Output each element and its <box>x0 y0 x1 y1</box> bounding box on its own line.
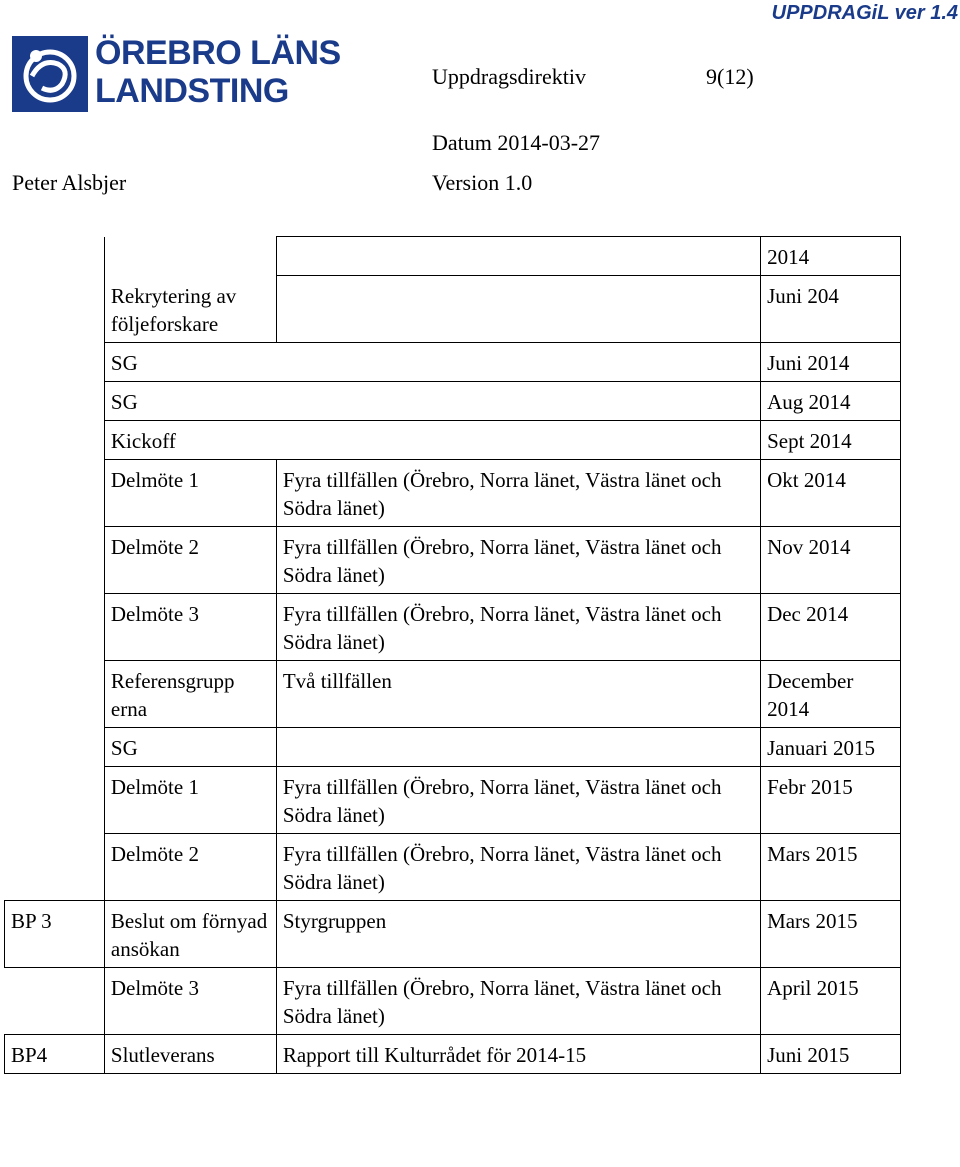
details-cell: Rapport till Kulturrådet för 2014-15 <box>276 1034 760 1073</box>
details-cell <box>276 342 760 381</box>
details-text: Fyra tillfällen (Örebro, Norra länet, Västra länet och Södra länet) <box>282 841 722 894</box>
details-cell <box>276 833 760 900</box>
bp-cell <box>5 660 105 727</box>
table-row <box>5 381 901 420</box>
when-cell: Febr 2015 <box>761 766 901 833</box>
bp-cell <box>5 276 105 343</box>
author-name: Peter Alsbjer <box>12 170 127 195</box>
bp-cell <box>5 766 105 833</box>
details-cell <box>276 237 760 276</box>
when-text: Januari 2015 <box>767 735 875 760</box>
bp-cell <box>5 459 105 526</box>
activity-cell: SG <box>104 727 276 766</box>
when-text: December 2014 <box>767 668 854 721</box>
table-row <box>5 420 901 459</box>
activity-cell: Kickoff <box>104 420 276 459</box>
bp-cell <box>5 967 105 1034</box>
table-row <box>5 727 901 766</box>
details-cell: Styrgruppen <box>276 900 760 967</box>
when-cell: Nov 2014 <box>761 526 901 593</box>
version-tag: UPPDRAGiL ver 1.4 <box>771 2 958 24</box>
details-cell <box>276 526 760 593</box>
details-cell <box>276 967 760 1034</box>
activity-cell: Delmöte 3 <box>104 593 276 660</box>
bp-cell <box>5 237 105 276</box>
bp-cell <box>5 526 105 593</box>
details-text: Fyra tillfällen (Örebro, Norra länet, Västra länet och Södra länet) <box>282 534 722 587</box>
logo-text-line1: ÖREBRO LÄNS <box>95 34 341 72</box>
bp-cell: BP 3 <box>5 900 105 967</box>
when-cell: Okt 2014 <box>761 459 901 526</box>
bp-cell <box>5 727 105 766</box>
activity-cell: Delmöte 1 <box>104 459 276 526</box>
bp-cell <box>5 593 105 660</box>
table-row <box>5 342 901 381</box>
bp-cell <box>5 833 105 900</box>
when-cell: Dec 2014 <box>761 593 901 660</box>
details-cell <box>276 459 760 526</box>
details-text: Fyra tillfällen (Örebro, Norra länet, Västra länet och Södra länet) <box>282 601 722 654</box>
bp-cell <box>5 381 105 420</box>
details-cell <box>276 766 760 833</box>
when-cell: Mars 2015 <box>761 900 901 967</box>
activity-text: Beslut om förnyad ansökan <box>110 908 268 961</box>
when-cell: Mars 2015 <box>761 833 901 900</box>
activity-cell: Delmöte 1 <box>104 766 276 833</box>
when-cell: Juni 2014 <box>761 342 901 381</box>
table-row <box>5 237 901 276</box>
bp-cell: BP4 <box>5 1034 105 1073</box>
document-type: Uppdragsdirektiv <box>432 64 586 89</box>
activity-cell: Delmöte 2 <box>104 833 276 900</box>
document-date: Datum 2014-03-27 <box>432 130 601 155</box>
when-cell <box>761 660 901 727</box>
activity-cell <box>104 276 276 343</box>
activity-cell <box>104 237 276 276</box>
activity-text: Rekrytering av följeforskare <box>110 283 237 336</box>
table-row <box>5 833 901 900</box>
table-row <box>5 1034 901 1073</box>
details-cell <box>276 593 760 660</box>
when-cell <box>761 727 901 766</box>
details-cell <box>276 381 760 420</box>
schedule-table <box>4 236 901 1074</box>
bp-cell <box>5 342 105 381</box>
details-cell: Två tillfällen <box>276 660 760 727</box>
details-cell <box>276 420 760 459</box>
activity-cell: SG <box>104 381 276 420</box>
activity-cell <box>104 660 276 727</box>
page-number: 9(12) <box>706 64 754 89</box>
when-cell: April 2015 <box>761 967 901 1034</box>
table-row <box>5 459 901 526</box>
document-version: Version 1.0 <box>432 170 533 195</box>
activity-cell <box>104 900 276 967</box>
table-row <box>5 766 901 833</box>
landsting-logo-icon <box>12 36 88 112</box>
bp-cell <box>5 420 105 459</box>
table-row <box>5 967 901 1034</box>
table-row <box>5 660 901 727</box>
logo-text-line2: LANDSTING <box>95 72 289 110</box>
table-row <box>5 900 901 967</box>
table-row <box>5 526 901 593</box>
table-row <box>5 593 901 660</box>
activity-text: Referensgrupp erna <box>110 668 235 721</box>
when-cell: Aug 2014 <box>761 381 901 420</box>
activity-cell: Slutleverans <box>104 1034 276 1073</box>
when-cell: Juni 204 <box>761 276 901 343</box>
activity-cell: Delmöte 2 <box>104 526 276 593</box>
activity-cell: SG <box>104 342 276 381</box>
details-cell <box>276 276 760 343</box>
when-cell: Juni 2015 <box>761 1034 901 1073</box>
activity-cell: Delmöte 3 <box>104 967 276 1034</box>
table-row <box>5 276 901 343</box>
details-cell <box>276 727 760 766</box>
when-cell: 2014 <box>761 237 901 276</box>
details-text: Fyra tillfällen (Örebro, Norra länet, Västra länet och Södra länet) <box>282 467 722 520</box>
when-cell: Sept 2014 <box>761 420 901 459</box>
details-text: Fyra tillfällen (Örebro, Norra länet, Västra länet och Södra länet) <box>282 774 722 827</box>
details-text: Fyra tillfällen (Örebro, Norra länet, Västra länet och Södra länet) <box>282 975 722 1028</box>
